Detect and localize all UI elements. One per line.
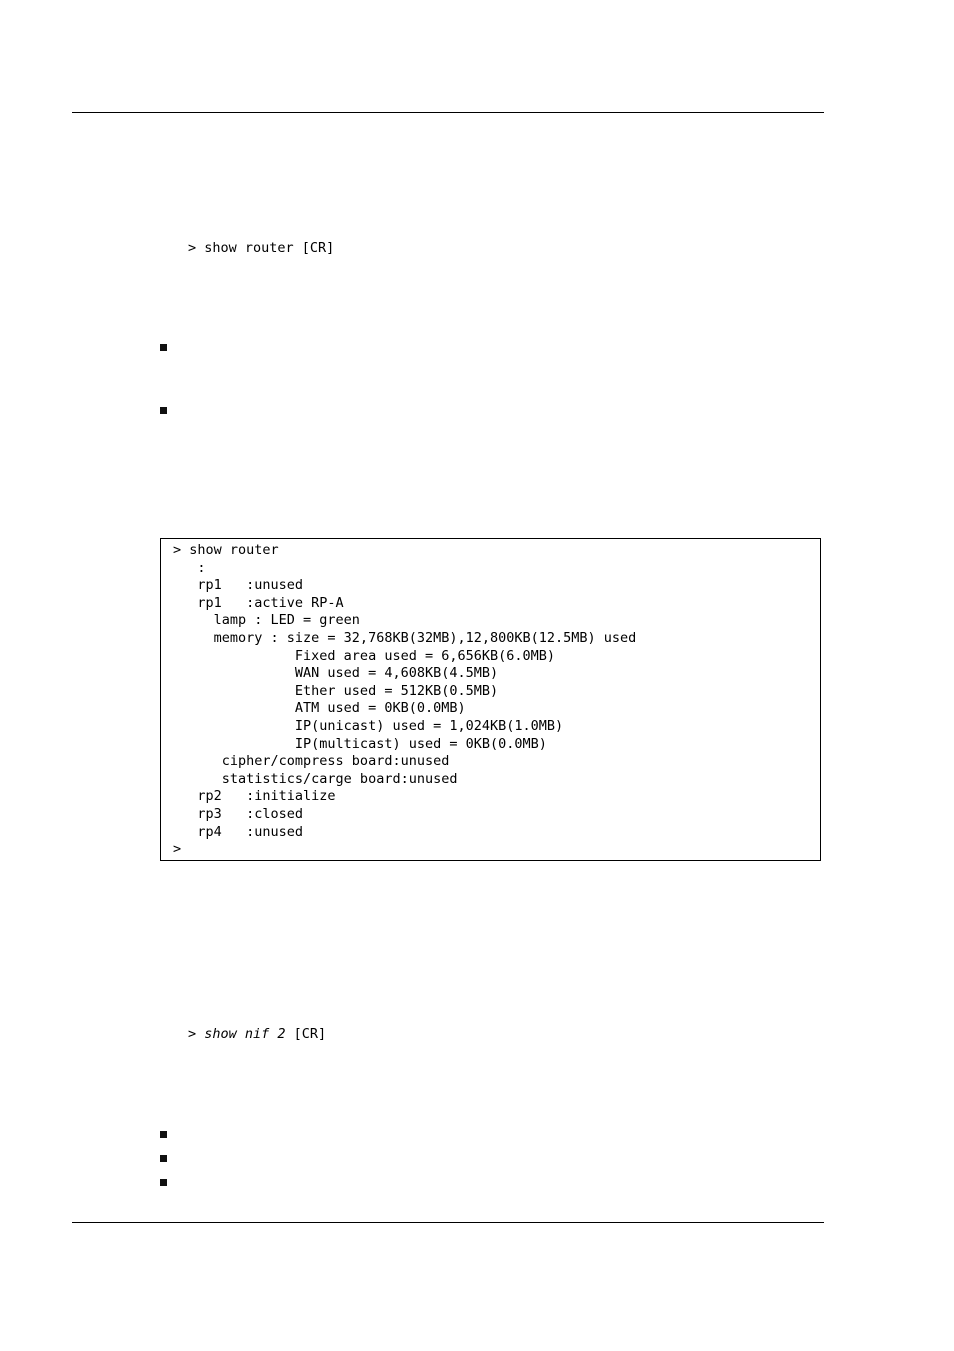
header-rule <box>72 112 824 113</box>
bullet-square-icon <box>160 1155 167 1162</box>
command-prompt: > <box>188 240 205 256</box>
terminal-line: > <box>173 841 182 858</box>
bullet-square-icon <box>160 407 167 414</box>
bullet-square-icon <box>160 1179 167 1186</box>
terminal-line: : <box>173 559 206 576</box>
command-example-show-nif <box>188 1026 326 1042</box>
terminal-line: rp1 :active RP-A <box>173 594 344 611</box>
command-text: show router [CR] <box>204 240 335 256</box>
terminal-line: rp2 :initialize <box>173 788 336 805</box>
terminal-line: cipher/compress board:unused <box>173 753 450 770</box>
command-suffix: [CR] <box>285 1026 327 1042</box>
command-example-show-router <box>188 240 334 256</box>
terminal-line: WAN used = 4,608KB(4.5MB) <box>173 665 499 682</box>
terminal-line: rp1 :unused <box>173 577 304 594</box>
terminal-line: rp3 :closed <box>173 806 304 822</box>
terminal-line: ATM used = 0KB(0.0MB) <box>173 700 466 717</box>
terminal-line: IP(unicast) used = 1,024KB(1.0MB) <box>173 718 564 734</box>
terminal-line: rp4 :unused <box>173 823 304 840</box>
bullet-square-icon <box>160 344 167 351</box>
terminal-line: lamp : LED = green <box>173 612 360 629</box>
terminal-line: IP(multicast) used = 0KB(0.0MB) <box>173 735 547 752</box>
terminal-line: Ether used = 512KB(0.5MB) <box>173 682 499 699</box>
terminal-line: > show router <box>173 542 279 558</box>
command-prompt: > <box>188 1026 205 1042</box>
terminal-line: Fixed area used = 6,656KB(6.0MB) <box>173 647 556 664</box>
command-text: show nif 2 <box>204 1026 286 1042</box>
terminal-output-box <box>160 538 821 861</box>
bullet-square-icon <box>160 1131 167 1138</box>
terminal-line: statistics/carge board:unused <box>173 770 458 787</box>
terminal-line: memory : size = 32,768KB(32MB),12,800KB(12.5MB) used <box>173 630 637 646</box>
footer-rule <box>72 1222 824 1223</box>
